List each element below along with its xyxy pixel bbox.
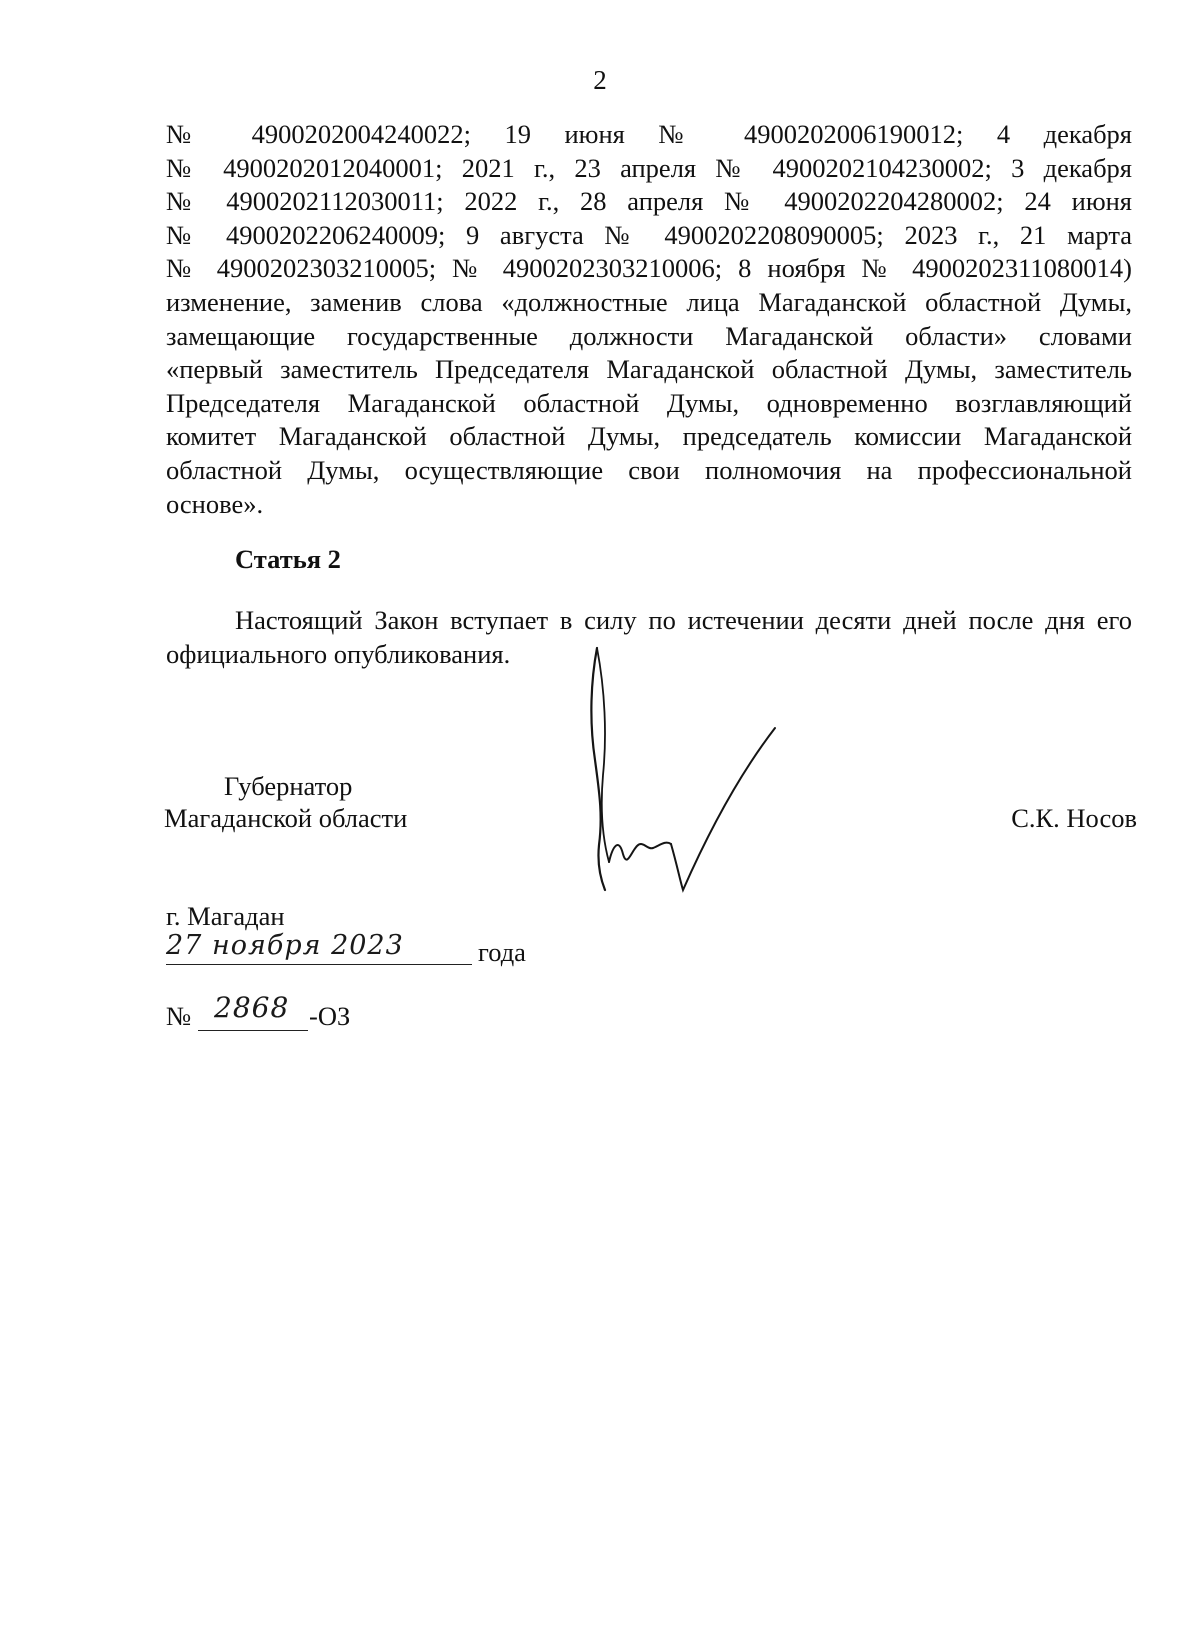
body-line: № 4900202206240009; 9 августа № 4900202208090005; 2023 г., 21 марта <box>166 219 1132 250</box>
body-line: № 4900202303210005; № 4900202303210006; 8 ноября № 4900202311080014) <box>166 253 1132 284</box>
signatory-region: Магаданской области <box>164 803 408 833</box>
article-line: официального опубликования. <box>166 638 511 669</box>
signatory-title: Губернатор <box>224 771 353 801</box>
body-line: Председателя Магаданской областной Думы, одновременно возглавляющий <box>166 387 1132 418</box>
date-underline <box>166 964 472 965</box>
article-line: Настоящий Закон вступает в силу по истечении десяти дней после дня его <box>235 605 1132 635</box>
number-sign: № <box>166 1001 192 1031</box>
law-number <box>166 991 426 1036</box>
body-line: основе». <box>166 488 264 519</box>
body-line: «первый заместитель Председателя Магаданской областной Думы, заместитель <box>166 354 1132 385</box>
number-underline <box>198 1030 308 1031</box>
body-line: № 4900202112030011; 2022 г., 28 апреля № 4900202204280002; 24 июня <box>166 186 1132 217</box>
signatory-name: С.К. Носов <box>1011 803 1137 833</box>
law-number-suffix: -ОЗ <box>309 1001 351 1031</box>
body-line: комитет Магаданской областной Думы, председатель комиссии Магаданской <box>166 421 1132 452</box>
amendment-paragraph <box>166 118 1132 521</box>
place-of-signing: г. Магадан <box>166 901 285 931</box>
signature-image <box>585 640 815 900</box>
body-line: № 4900202004240022; 19 июня № 4900202006190012; 4 декабря <box>166 119 1132 149</box>
body-line: областной Думы, осуществляющие свои полномочия на профессиональной <box>166 454 1132 485</box>
handwritten-date: 27 ноября 2023 <box>166 930 404 961</box>
date-suffix: года <box>478 937 526 967</box>
body-line: изменение, заменив слова «должностные лица Магаданской областной Думы, <box>166 286 1132 317</box>
handwritten-law-number: 2868 <box>214 991 290 1024</box>
page-number: 2 <box>593 65 607 95</box>
body-line: № 4900202012040001; 2021 г., 23 апреля № 4900202104230002; 3 декабря <box>166 152 1132 183</box>
article-heading: Статья 2 <box>235 544 341 574</box>
body-line: замещающие государственные должности Магаданской области» словами <box>166 320 1132 351</box>
